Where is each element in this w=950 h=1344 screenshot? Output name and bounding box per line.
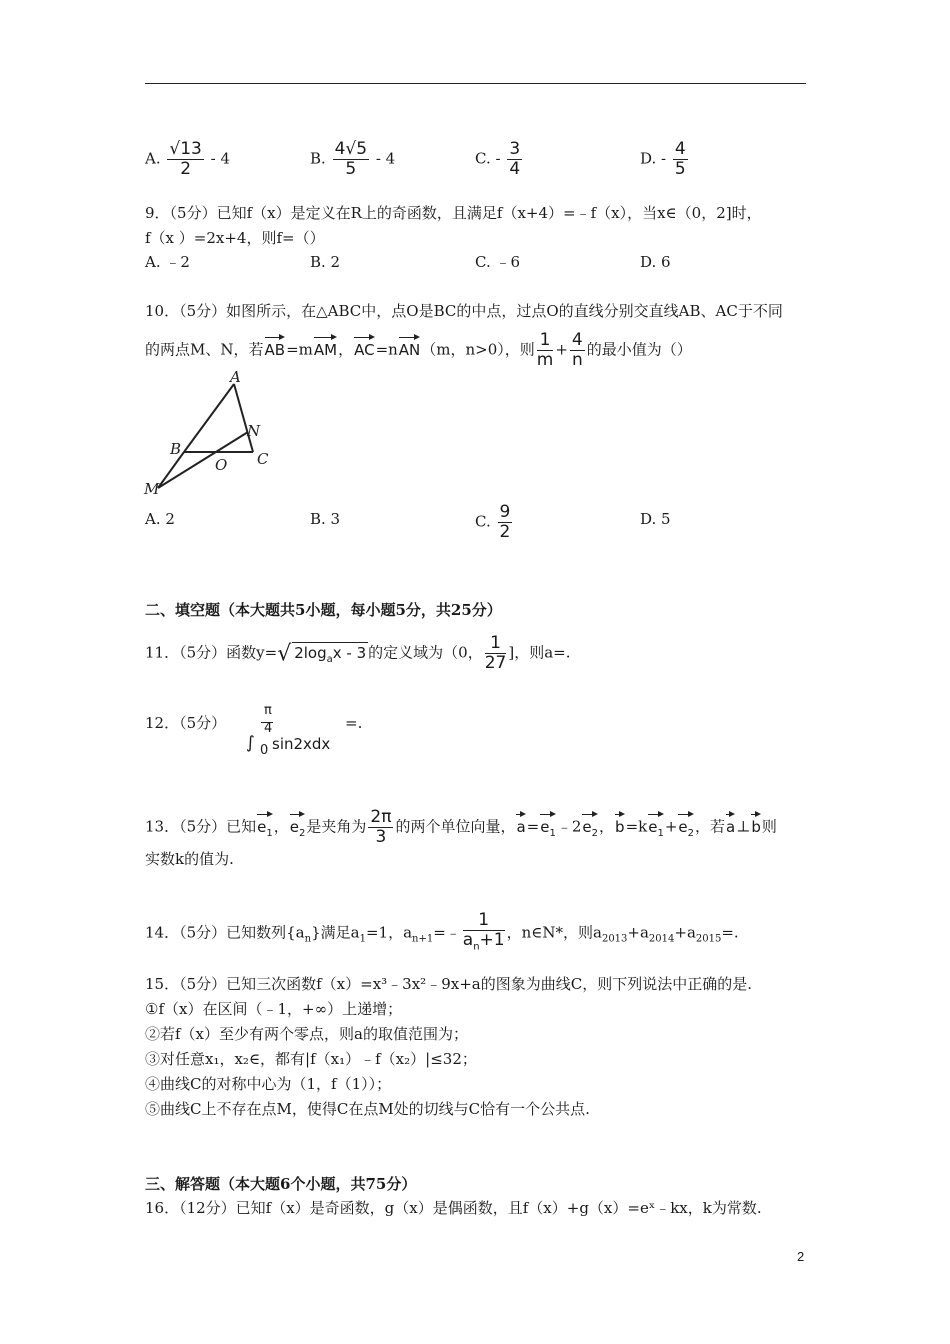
q10-line-1: 10．（5分）如图所示，在△ABC中，点O是BC的中点，过点O的直线分别交直线AB、AC于不同: [145, 302, 783, 320]
q8-option-a: [145, 140, 230, 179]
q13-line-1: [145, 808, 777, 847]
text: +a: [674, 923, 696, 942]
q10-option-a: A. 2: [145, 510, 175, 528]
q12-integral: [246, 703, 356, 763]
subscript: 2015: [695, 933, 722, 945]
fraction: [333, 140, 369, 179]
q8-option-b: [310, 140, 395, 179]
fraction: [368, 808, 393, 847]
text: 是夹角为: [306, 817, 367, 836]
tail: - 4: [375, 149, 396, 168]
option-label: B.: [310, 149, 326, 168]
q15-statement-2: ②若f（x）至少有两个零点，则a的取值范围为；: [145, 1025, 468, 1043]
vector-e2: [678, 811, 694, 844]
text: =k: [625, 817, 648, 836]
text: =.: [721, 923, 739, 942]
denominator: 3: [375, 827, 387, 847]
label-a: A: [230, 370, 241, 386]
subscript: n: [473, 941, 480, 953]
upper-limit-den: 4: [264, 721, 273, 736]
q10-option-b: B. 3: [310, 510, 341, 528]
vector-ac: AC: [354, 334, 374, 360]
text: x - 3: [332, 643, 367, 662]
text: ]，则a=.: [508, 643, 571, 662]
line-ab: [184, 384, 234, 452]
denominator: m: [536, 350, 554, 370]
vector-a: a: [726, 811, 735, 837]
fraction: [463, 911, 505, 956]
numerator: 4: [571, 330, 583, 350]
text: 11．（5分）函数y=: [145, 643, 278, 662]
text: =1，a: [365, 923, 413, 942]
label-o: O: [215, 456, 228, 474]
text: +1: [479, 930, 505, 950]
sign: -: [495, 149, 501, 168]
text: 的两点M、N，若: [145, 340, 264, 359]
text: }满足a: [311, 923, 360, 942]
q9-option-b: B. 2: [310, 253, 341, 271]
section-heading-solutions: 三、解答题（本大题6个小题，共75分）: [145, 1175, 417, 1193]
q15-statement-3: ③对任意x₁，x₂∈，都有|f（x₁）﹣f（x₂）|≤32；: [145, 1050, 477, 1068]
q15-statement-4: ④曲线C的对称中心为（1，f（1））；: [145, 1075, 392, 1093]
fraction: [537, 331, 554, 370]
denominator: 4: [509, 159, 521, 179]
option-label: C.: [475, 512, 491, 531]
vector-b: b: [751, 811, 761, 837]
section-heading-fill-in: 二、填空题（本大题共5小题，每小题5分，共25分）: [145, 601, 502, 619]
q15-statement-1: ①f（x）在区间（﹣1，+∞）上递增；: [145, 1000, 403, 1018]
tail: - 4: [210, 149, 231, 168]
text: 13．（5分）已知: [145, 817, 257, 836]
radicand: [292, 642, 368, 670]
fraction: [507, 140, 522, 179]
option-label: C.: [475, 149, 491, 168]
vec-letter: e: [678, 817, 688, 836]
sign: -: [661, 149, 667, 168]
q9-line-1: 9．（5分）已知f（x）是定义在R上的奇函数，且满足f（x+4）=﹣f（x），当x∈（0，2]时，: [145, 204, 762, 222]
upper-limit-num: π: [264, 703, 272, 718]
text: a: [462, 930, 474, 950]
vec-letter: e: [648, 817, 658, 836]
text: ，: [273, 817, 289, 836]
vec-letter: e: [289, 817, 299, 836]
subscript: 1: [266, 827, 273, 839]
q9-option-a: A. ﹣2: [145, 253, 190, 271]
text: 的两个单位向量，: [395, 817, 516, 836]
triangle-figure: [140, 370, 280, 500]
text: 则: [761, 817, 777, 836]
text: =: [526, 817, 540, 836]
denominator: n: [571, 350, 583, 370]
vec-letter: e: [257, 817, 267, 836]
denominator: 5: [674, 159, 686, 179]
q12-suffix: =.: [345, 714, 363, 732]
line-ac: [234, 384, 253, 452]
subscript: 1: [657, 827, 664, 839]
text: +a: [627, 923, 649, 942]
numerator: 4√5: [334, 139, 368, 159]
vector-am: AM: [314, 334, 337, 360]
vector-ab: AB: [265, 334, 286, 360]
vector-e1: [257, 811, 273, 844]
label-m: M: [144, 480, 160, 498]
subscript: n: [304, 933, 312, 945]
text: 的最小值为（）: [586, 340, 692, 359]
lower-limit: 0: [260, 743, 269, 758]
denominator: 5: [345, 159, 357, 179]
label-c: C: [257, 450, 269, 468]
q9-line-2: f（x ）=2x+4，则f=（）: [145, 229, 325, 247]
fraction: [570, 331, 585, 370]
text: =n: [375, 340, 398, 359]
denominator: 2: [180, 159, 192, 179]
subscript: 1: [359, 933, 366, 945]
subscript: n+1: [412, 933, 434, 945]
vector-e1: [540, 811, 556, 844]
denominator: 27: [484, 653, 507, 673]
q11-line: [145, 634, 570, 673]
text: 14．（5分）已知数列{a: [145, 923, 305, 942]
subscript: 2: [591, 827, 599, 839]
q13-line-2: 实数k的值为.: [145, 850, 234, 868]
page-number: 2: [797, 1249, 805, 1264]
numerator: 2π: [370, 807, 392, 827]
q15-statement-5: ⑤曲线C上不存在点M，使得C在点M处的切线与C恰有一个公共点.: [145, 1100, 590, 1118]
subscript: 2013: [601, 933, 628, 945]
denominator: [463, 931, 505, 956]
q14-line: [145, 911, 739, 956]
subscript: 1: [549, 827, 556, 839]
q8-option-d: [640, 140, 690, 179]
numerator: 4: [674, 139, 686, 159]
option-label: D.: [640, 149, 657, 168]
vec-letter: e: [540, 817, 550, 836]
vector-e2: [582, 811, 598, 844]
text: ，: [338, 340, 354, 359]
vector-e1: [648, 811, 664, 844]
numerator: 1: [463, 911, 505, 931]
perp-icon: ⊥: [736, 817, 751, 836]
text: =m: [286, 340, 313, 359]
q10-line-2: [145, 331, 692, 370]
text: 的定义域为（0，: [368, 643, 483, 662]
radical-icon: √: [277, 641, 292, 667]
text: ，: [599, 817, 615, 836]
integrand: sin2xdx: [272, 735, 331, 753]
q12-prefix: 12．（5分）: [145, 714, 227, 732]
text: （m，n>0），则: [421, 340, 535, 359]
q16-line: 16．（12分）已知f（x）是奇函数，g（x）是偶函数，且f（x）+g（x）=eˣ﹣kx，k为常数.: [145, 1199, 762, 1217]
vec-letter: e: [582, 817, 592, 836]
text: +: [664, 817, 678, 836]
text: ﹣2: [556, 817, 582, 836]
q10-option-c: [475, 503, 514, 542]
subscript: a: [326, 653, 333, 665]
numerator: 1: [537, 331, 554, 351]
label-b: B: [170, 440, 182, 458]
header-rule: [145, 83, 806, 84]
fraction: [485, 634, 507, 673]
numerator: √13: [169, 139, 202, 159]
text: =﹣: [433, 923, 461, 942]
q15-line-1: 15．（5分）已知三次函数f（x）=x³﹣3x²﹣9x+a的图象为曲线C，则下列说法中正确的是.: [145, 975, 752, 993]
subscript: 2: [687, 827, 695, 839]
denominator: 2: [499, 522, 511, 542]
vector-b: b: [615, 811, 625, 837]
subscript: 2: [299, 827, 306, 839]
numerator: 3: [509, 139, 521, 159]
subscript: 2014: [648, 933, 675, 945]
text: ，n∈N*，则a: [506, 923, 602, 942]
label-n: N: [247, 422, 261, 440]
q8-option-c: [475, 140, 524, 179]
numerator: 1: [485, 634, 507, 654]
option-label: A.: [145, 149, 161, 168]
vector-e2: [290, 811, 306, 844]
text: +: [555, 340, 568, 359]
vector-a: a: [516, 811, 525, 837]
fraction: [498, 503, 513, 542]
integral-sign-icon: ∫: [246, 733, 255, 753]
vector-an: AN: [399, 334, 420, 360]
q9-option-c: C. ﹣6: [475, 253, 521, 271]
text: ，若: [695, 817, 726, 836]
numerator: 9: [499, 502, 511, 522]
fraction: [167, 140, 203, 179]
q10-option-d: D. 5: [640, 510, 671, 528]
q9-option-d: D. 6: [640, 253, 671, 271]
text: 2log: [294, 643, 327, 662]
fraction: [673, 140, 688, 179]
